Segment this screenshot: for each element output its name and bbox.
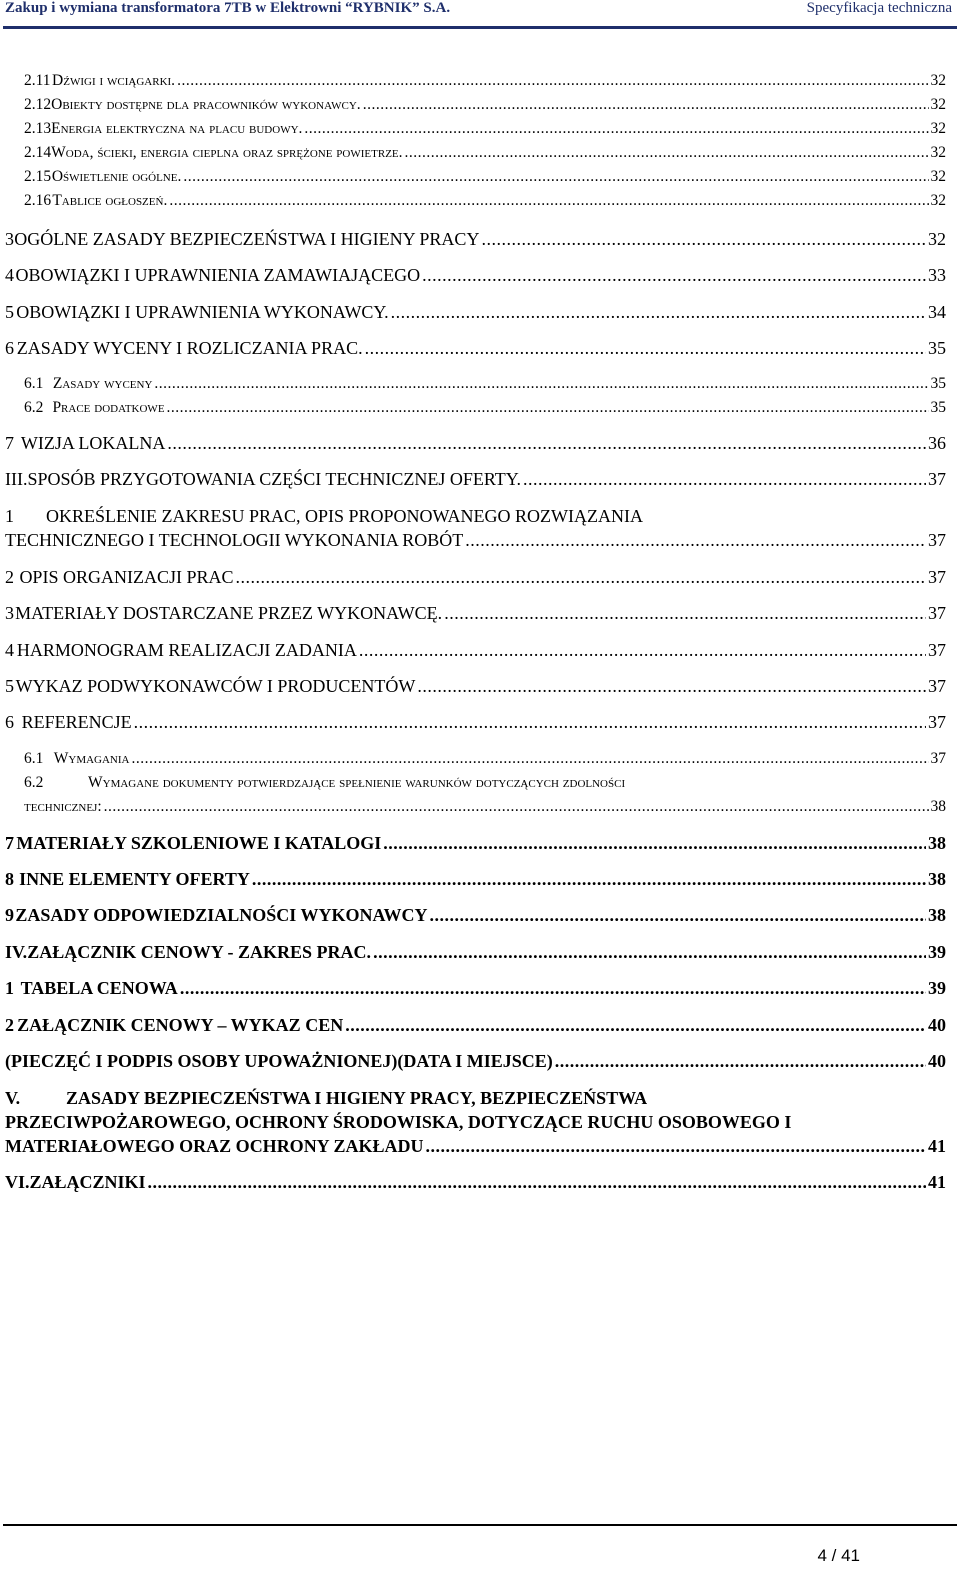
toc-title: Tablice ogłoszeń. (52, 192, 168, 209)
toc-leader (167, 399, 929, 417)
toc-page: 32 (930, 96, 946, 113)
toc-entry[interactable] (5, 265, 946, 286)
toc-entry[interactable] (5, 229, 946, 250)
toc-entry[interactable] (24, 192, 946, 210)
toc-leader (465, 530, 926, 551)
toc-leader (444, 603, 926, 624)
toc-page: 37 (928, 469, 946, 489)
toc-entry[interactable] (24, 144, 946, 162)
toc-title-continued: technicznej: (24, 798, 102, 815)
toc-leader (132, 750, 929, 768)
toc-page: 34 (928, 302, 946, 322)
toc-number: 9 (5, 905, 14, 925)
toc-number: 2 (5, 567, 14, 587)
toc-page: 37 (928, 676, 946, 696)
toc-page: 35 (930, 399, 946, 416)
toc-title: MATERIAŁY DOSTARCZANE PRZEZ WYKONAWCĘ. (15, 603, 443, 623)
toc-number: 2.12 (24, 96, 52, 113)
toc-leader (405, 144, 929, 162)
toc-leader (523, 469, 926, 490)
toc-leader (177, 72, 928, 90)
toc-entry[interactable] (5, 676, 946, 697)
toc-entry[interactable] (5, 338, 946, 359)
toc-leader (481, 229, 926, 250)
toc-title: Dźwigi i wciągarki. (52, 72, 176, 89)
toc-title: Energia elektryczna na placu budowy. (51, 120, 303, 137)
toc-leader (134, 712, 926, 733)
toc-leader (169, 192, 928, 210)
toc-title: MATERIAŁY SZKOLENIOWE I KATALOGI (16, 833, 382, 853)
toc-page: 32 (930, 120, 946, 137)
document-title: Zakup i wymiana transformatora 7TB w Elektrowni “RYBNIK” S.A. (5, 0, 451, 16)
toc-title: INNE ELEMENTY OFERTY (19, 869, 250, 889)
toc-number: 6 (5, 338, 14, 358)
toc-title: ZASADY ODPOWIEDZIALNOŚCI WYKONAWCY (15, 905, 428, 925)
toc-page: 41 (928, 1136, 946, 1156)
toc-title: (PIECZĘĆ I PODPIS OSOBY UPOWAŻNIONEJ) (5, 1051, 398, 1071)
toc-leader (104, 798, 929, 816)
toc-number: 5 (5, 676, 14, 696)
toc-page: 38 (930, 798, 946, 815)
toc-entry[interactable] (24, 399, 946, 417)
toc-entry[interactable] (5, 869, 946, 890)
toc-page: 36 (928, 433, 946, 453)
toc-title: ZAŁĄCZNIK CENOWY - ZAKRES PRAC. (27, 942, 372, 962)
toc-page: 38 (928, 905, 946, 925)
toc-number: 2.15 (24, 168, 52, 185)
toc-leader (417, 676, 926, 697)
toc-entry[interactable] (24, 72, 946, 90)
toc-entry[interactable] (5, 640, 946, 661)
toc-title: HARMONOGRAM REALIZACJI ZADANIA (16, 640, 357, 660)
toc-entry[interactable] (5, 1172, 946, 1193)
toc-number: 2.14 (24, 144, 52, 161)
toc-number: 4 (5, 265, 14, 285)
toc-title: OBOWIĄZKI I UPRAWNIENIA ZAMAWIAJĄCEGO (15, 265, 421, 285)
toc-page: 40 (928, 1015, 946, 1035)
toc-leader (304, 120, 928, 138)
toc-page: 37 (928, 567, 946, 587)
toc-entry[interactable] (24, 96, 946, 114)
toc-page: 39 (928, 978, 946, 998)
document-type: Specyfikacja techniczna (806, 0, 952, 16)
toc-number: 1 (5, 978, 14, 998)
toc-number: 1 (5, 506, 14, 526)
toc-page: 32 (928, 229, 946, 249)
toc-title: SPOSÓB PRZYGOTOWANIA CZĘŚCI TECHNICZNEJ OFERTY. (27, 469, 521, 489)
toc-page: 37 (930, 750, 946, 767)
toc-title: Obiekty dostępne dla pracowników wykonawcy. (51, 96, 361, 113)
toc-page: 32 (930, 168, 946, 185)
toc-number: 5 (5, 302, 14, 322)
toc-title: WYKAZ PODWYKONAWCÓW I PRODUCENTÓW (15, 676, 416, 696)
toc-leader (426, 1136, 926, 1157)
toc-page: 37 (928, 530, 946, 550)
toc-page: 32 (930, 72, 946, 89)
toc-number: 6.2 (24, 399, 44, 416)
toc-leader (391, 302, 926, 323)
toc-entry[interactable] (5, 905, 946, 926)
toc-entry[interactable] (5, 567, 946, 588)
toc-entry[interactable] (24, 120, 946, 138)
toc-number: 2.13 (24, 120, 52, 137)
toc-leader (180, 978, 926, 999)
toc-entry[interactable] (5, 302, 946, 323)
toc-title: OPIS ORGANIZACJI PRAC (19, 567, 234, 587)
toc-number: 2.11 (24, 72, 51, 89)
toc-page: 37 (928, 603, 946, 623)
toc-number: 6.2 (24, 774, 44, 791)
toc-page: 33 (928, 265, 946, 285)
toc-number: V. (5, 1088, 21, 1108)
toc-title: ZASADY WYCENY I ROZLICZANIA PRAC. (16, 338, 363, 358)
toc-entry[interactable] (24, 168, 946, 186)
toc-entry[interactable] (5, 469, 946, 490)
toc-title-continued: MATERIAŁOWEGO ORAZ OCHRONY ZAKŁADU (5, 1136, 424, 1156)
toc-title: Zasady wyceny (52, 375, 153, 392)
toc-number: 6 (5, 712, 14, 732)
toc-entry[interactable] (5, 1015, 946, 1036)
toc-page: 32 (930, 192, 946, 209)
toc-entry[interactable] (5, 942, 946, 963)
toc-number: 8 (5, 869, 14, 889)
toc-title-secondary: (DATA I MIEJSCE) (397, 1051, 553, 1071)
toc-title: REFERENCJE (21, 712, 132, 732)
toc-leader (555, 1051, 926, 1072)
toc-title-continued: TECHNICZNEGO I TECHNOLOGII WYKONANIA ROBÓT (5, 530, 464, 550)
toc-leader (383, 833, 926, 854)
toc-page: 35 (928, 338, 946, 358)
toc-entry[interactable] (5, 833, 946, 854)
toc-leader (363, 96, 929, 114)
toc-title: ZASADY BEZPIECZEŃSTWA I HIGIENY PRACY, BEZPIECZEŃSTWA (66, 1088, 648, 1108)
toc-page: 32 (930, 144, 946, 161)
toc-page: 37 (928, 640, 946, 660)
toc-page: 39 (928, 942, 946, 962)
page-number: 4 / 41 (817, 1546, 860, 1565)
toc-page: 37 (928, 712, 946, 732)
toc-number: 7 (5, 833, 14, 853)
toc-page: 41 (928, 1172, 946, 1192)
toc-title: WIZJA LOKALNA (20, 433, 166, 453)
toc-page: 38 (928, 833, 946, 853)
toc-page: 38 (928, 869, 946, 889)
toc-title: TABELA CENOWA (20, 978, 178, 998)
toc-title: ZAŁĄCZNIK CENOWY – WYKAZ CEN (17, 1015, 344, 1035)
toc-number: IV. (5, 942, 28, 962)
toc-title: Oświetlenie ogólne. (51, 168, 182, 185)
footer-rule (3, 1524, 957, 1526)
toc-entry[interactable] (5, 603, 946, 624)
toc-number: VI. (5, 1172, 30, 1192)
toc-number: 3 (5, 603, 14, 623)
toc-page: 40 (928, 1051, 946, 1071)
toc-number: 6.1 (24, 750, 44, 767)
toc-number: 6.1 (24, 375, 44, 392)
toc-number: III. (5, 469, 28, 489)
toc-page: 35 (930, 375, 946, 392)
toc-leader (148, 1172, 926, 1193)
toc-number: 3 (5, 229, 14, 249)
toc-number: 4 (5, 640, 14, 660)
toc-entry[interactable] (5, 433, 946, 454)
toc-title: Prace dodatkowe (52, 399, 165, 416)
toc-leader (235, 567, 926, 588)
toc-number: 2.16 (24, 192, 52, 209)
toc-leader (429, 905, 926, 926)
toc-entry[interactable] (5, 1051, 946, 1072)
toc-leader (183, 168, 928, 186)
toc-leader (252, 869, 926, 890)
toc-number: 7 (5, 433, 14, 453)
toc-title: OKREŚLENIE ZAKRESU PRAC, OPIS PROPONOWANEGO ROZWIĄZANIA (46, 506, 644, 526)
toc-title: Wymagane dokumenty potwierdzające spełnienie warunków dotyczących zdolności (88, 774, 626, 791)
toc-number: 2 (5, 1015, 14, 1035)
toc-leader (422, 265, 926, 286)
toc-leader (373, 942, 926, 963)
toc-entry[interactable] (24, 375, 946, 393)
toc-leader (167, 433, 926, 454)
toc-entry[interactable] (5, 712, 946, 733)
toc-title: ZAŁĄCZNIKI (29, 1172, 146, 1192)
toc-title-continued: PRZECIWPOŻAROWEGO, OCHRONY ŚRODOWISKA, DOTYCZĄCE RUCHU OSOBOWEGO I (5, 1112, 792, 1132)
toc-entry[interactable] (24, 750, 946, 768)
toc-leader (154, 375, 928, 393)
toc-leader (365, 338, 926, 359)
toc-title: OGÓLNE ZASADY BEZPIECZEŃSTWA I HIGIENY PRACY (14, 229, 480, 249)
toc-title: Wymagania (53, 750, 130, 767)
toc-leader (359, 640, 926, 661)
toc-leader (345, 1015, 926, 1036)
toc-title: Woda, ścieki, energia cieplna oraz sprężone powietrze. (51, 144, 403, 161)
toc-entry[interactable] (5, 978, 946, 999)
toc-title: OBOWIĄZKI I UPRAWNIENIA WYKONAWCY. (16, 302, 389, 322)
